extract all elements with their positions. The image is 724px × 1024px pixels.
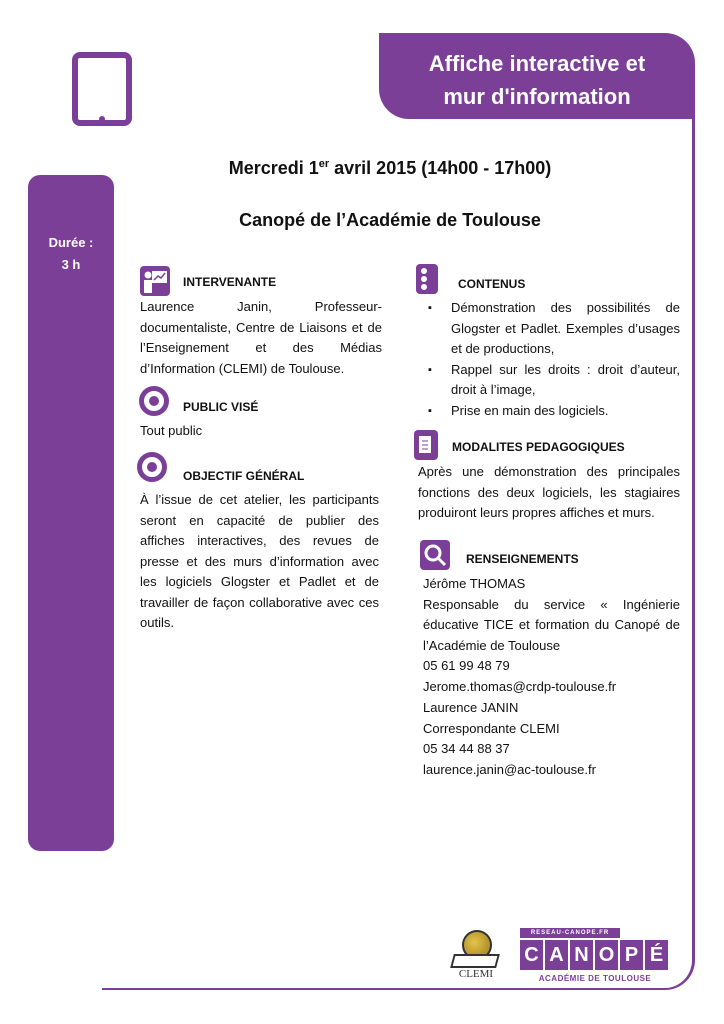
frame-right-line xyxy=(692,78,695,958)
contact-1-name: Jérôme THOMAS xyxy=(423,576,526,591)
section-title-renseignements: RENSEIGNEMENTS xyxy=(466,552,579,566)
contact-2-email[interactable]: laurence.janin@ac-toulouse.fr xyxy=(423,761,596,777)
duration xyxy=(28,232,114,276)
title-banner xyxy=(379,33,695,119)
contact-2 xyxy=(423,698,680,780)
objectif-text: À l’issue de cet atelier, les participants seront en capacité de publier des affiches interactives, des revues de presse et des murs d’information avec les logiciels Glogster et Padlet et de travailler de façon collaborative avec ces outils. xyxy=(140,492,379,630)
canope-letter: C xyxy=(520,940,543,970)
contact-2-phone: 05 34 44 88 37 xyxy=(423,741,510,756)
list-icon xyxy=(416,264,438,294)
clemi-logo xyxy=(448,930,504,982)
book-icon xyxy=(450,954,500,968)
canope-letter: O xyxy=(595,940,618,970)
tablet-icon xyxy=(72,52,132,126)
canope-logo-letters xyxy=(520,940,670,970)
event-date-sup: er xyxy=(318,158,330,170)
duration-label: Durée : xyxy=(48,235,94,250)
audience-icon xyxy=(139,386,169,416)
side-bar xyxy=(28,175,114,851)
intervenante-text: Laurence Janin, Professeur-documentaliste, Centre de Liaisons et de l’Enseignement et des Médias d’Information (CLEMI) de Toulouse. xyxy=(140,299,382,376)
event-date-prefix: Mercredi 1 xyxy=(228,158,319,178)
section-title-contenus: CONTENUS xyxy=(458,277,526,291)
canope-letter: P xyxy=(620,940,643,970)
title-line-1: Affiche interactive et xyxy=(428,51,646,76)
section-title-modalites: MODALITES PEDAGOGIQUES xyxy=(452,440,625,454)
list-item: ▪ Rappel sur les droits : droit d’auteur, droit à l’image, xyxy=(418,360,680,401)
list-item: ▪ Prise en main des logiciels. xyxy=(418,401,680,422)
modalites-text: Après une démonstration des principales fonctions des deux logiciels, les stagiaires produiront leurs propres affiches et murs. xyxy=(418,464,680,520)
contact-1-email[interactable]: Jerome.thomas@crdp-toulouse.fr xyxy=(423,678,617,694)
document-icon xyxy=(414,430,438,460)
event-date xyxy=(160,158,620,179)
canope-logo xyxy=(520,928,670,986)
section-title-objectif: OBJECTIF GÉNÉRAL xyxy=(183,469,305,483)
info-search-icon xyxy=(420,540,450,570)
canope-letter: N xyxy=(570,940,593,970)
section-title-public: PUBLIC VISÉ xyxy=(183,400,259,414)
canope-logo-top: RESEAU-CANOPE.FR xyxy=(520,928,620,938)
title-line-2: mur d'information xyxy=(443,84,631,109)
public-text: Tout public xyxy=(140,423,203,438)
target-icon xyxy=(137,452,167,482)
contact-1-phone: 05 61 99 48 79 xyxy=(423,658,510,673)
contact-1-role: Responsable du service « Ingénierie éducative TICE et formation du Canopé de l’Académie de Toulouse xyxy=(423,596,680,653)
section-title-intervenante: INTERVENANTE xyxy=(183,275,277,289)
event-date-suffix: avril 2015 (14h00 - 17h00) xyxy=(329,158,552,178)
event-place: Canopé de l’Académie de Toulouse xyxy=(239,210,541,230)
contact-2-role: Correspondante CLEMI xyxy=(423,720,560,736)
clemi-logo-text: CLEMI xyxy=(458,968,494,980)
frame-bottom-line xyxy=(102,988,662,990)
list-item: ▪ Démonstration des possibilités de Glogster et Padlet. Exemples d’usages et de productions, xyxy=(418,298,680,360)
canope-letter: A xyxy=(545,940,568,970)
contact-2-name: Laurence JANIN xyxy=(423,700,519,715)
canope-letter: É xyxy=(645,940,668,970)
contact-1 xyxy=(423,574,680,697)
canope-logo-subtitle: ACADÉMIE DE TOULOUSE xyxy=(538,974,652,983)
presenter-icon xyxy=(140,266,170,296)
contenus-list xyxy=(418,298,680,421)
duration-value: 3 h xyxy=(61,257,81,272)
